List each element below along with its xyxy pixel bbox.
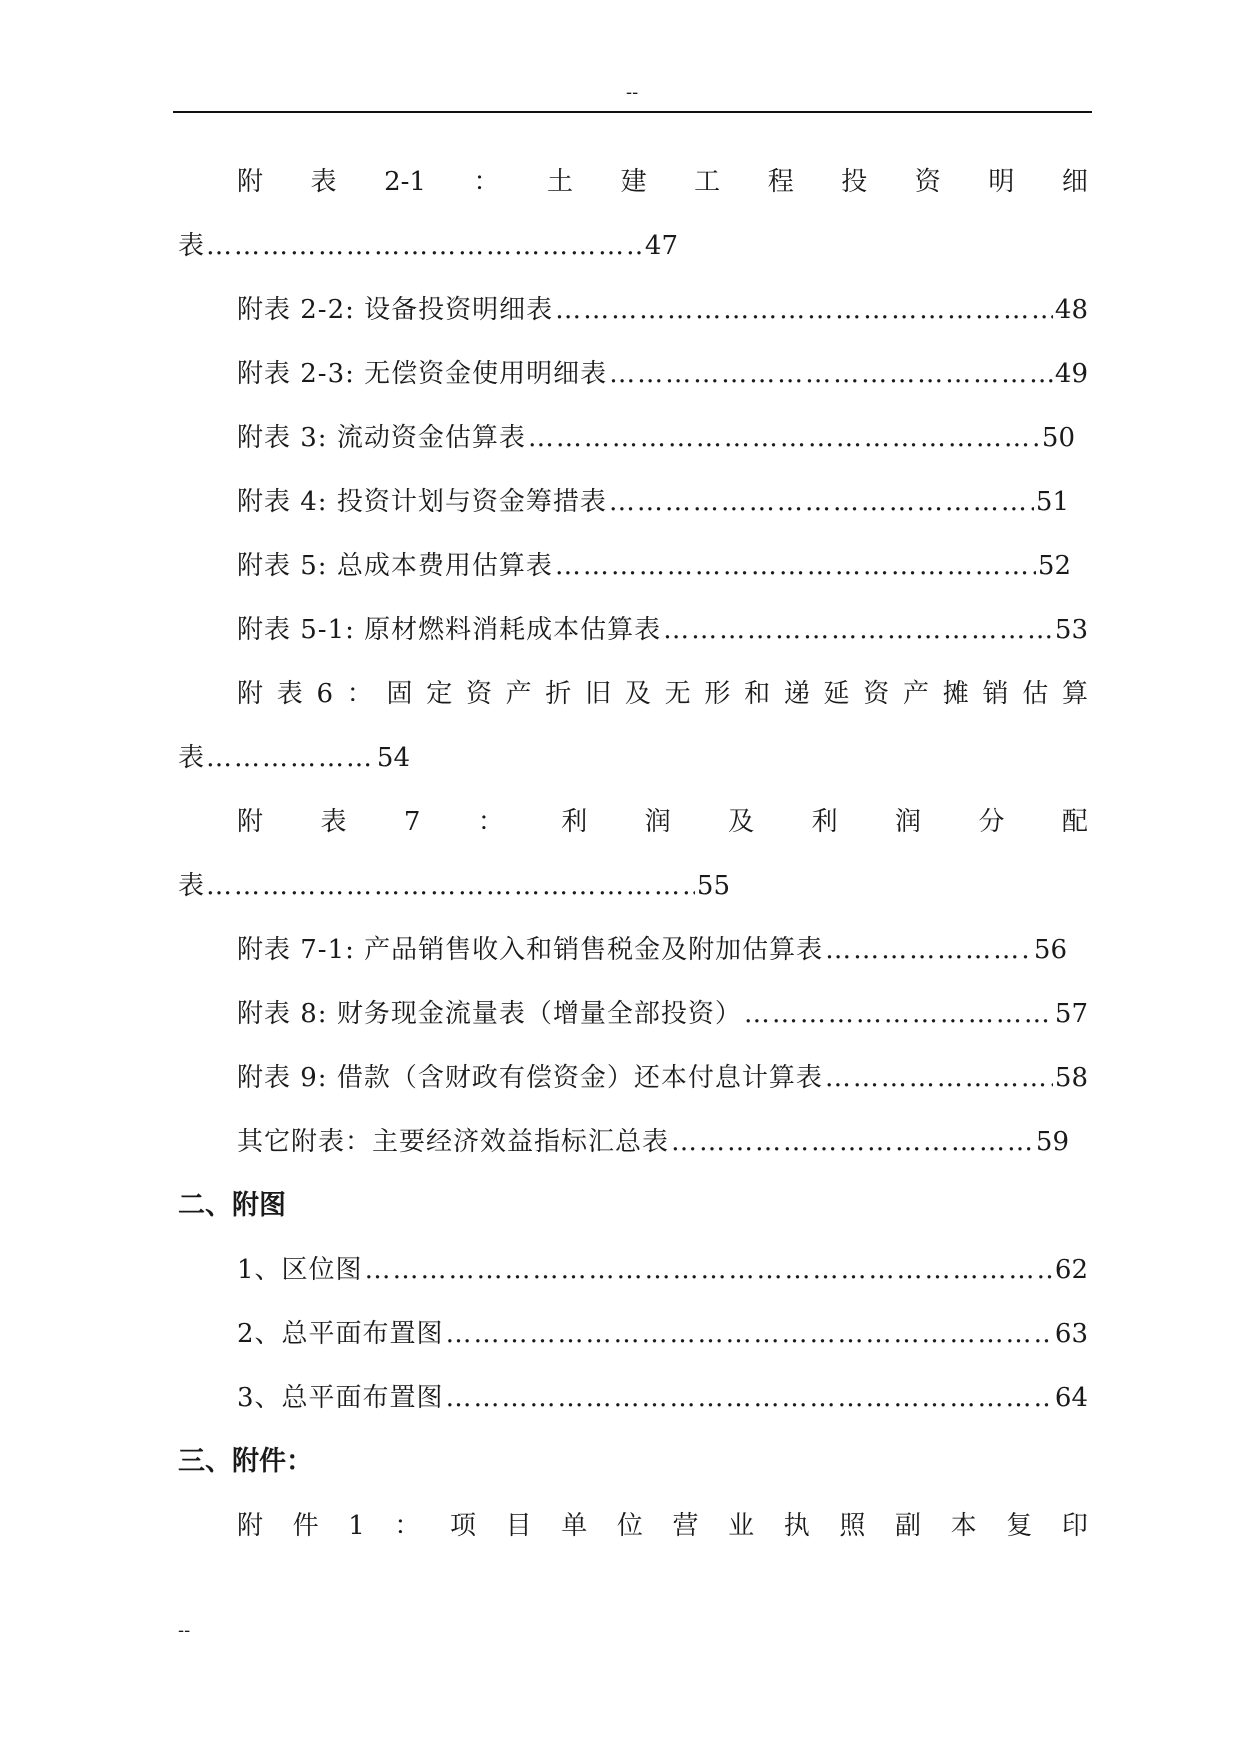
toc-page-number: 63 [1054,1319,1088,1349]
toc-page-number: 58 [1054,1063,1088,1093]
toc-page-number: 47 [644,231,678,261]
dot-leader [555,546,1036,586]
toc-attachment-1-line1 [237,1506,1088,1546]
dot-leader [663,610,1053,650]
toc-char: 算 [1061,679,1088,709]
toc-char: 附 [237,1511,264,1541]
toc-char: 递 [783,679,810,709]
toc-entry-label: 附表 5: 总成本费用估算表 [237,551,553,581]
toc-char: 表 [276,679,303,709]
toc-char: 明 [988,167,1015,197]
toc-entry-tail: 表 [178,231,205,261]
toc-char: 分 [978,807,1005,837]
dot-leader [744,994,1053,1034]
toc-entry-label: 3、总平面布置图 [237,1383,444,1413]
dot-leader [609,354,1053,394]
toc-entry-tail: 表 [178,743,205,773]
toc-char: 表 [310,167,337,197]
toc-char: 件 [292,1511,319,1541]
toc-page-number: 59 [1035,1127,1069,1157]
toc-char: 营 [672,1511,699,1541]
toc-char: 及 [728,807,755,837]
toc-entry-label: 其它附表：主要经济效益指标汇总表 [237,1127,670,1157]
toc-char: 形 [704,679,731,709]
toc-char: 执 [783,1511,810,1541]
toc-char: 旧 [585,679,612,709]
toc-figure-item [237,1314,1088,1354]
header-rule [173,111,1092,113]
toc-char: 印 [1061,1511,1088,1541]
toc-page-number: 54 [376,743,410,773]
toc-entry-5 [237,546,1071,586]
toc-char: 副 [895,1511,922,1541]
toc-page-number: 52 [1037,551,1071,581]
header-mark: -- [626,82,639,103]
dot-leader [206,866,695,906]
toc-char: 产 [903,679,930,709]
toc-char: 附 [237,167,264,197]
toc-page-number: 64 [1054,1383,1088,1413]
toc-char: 销 [982,679,1009,709]
toc-entry-7-1 [237,930,1067,970]
toc-char: 复 [1006,1511,1033,1541]
toc-entry-tail: 表 [178,871,205,901]
toc-page-number: 49 [1054,359,1088,389]
toc-char: 折 [545,679,572,709]
toc-char: 1 [348,1511,365,1541]
dot-leader [528,418,1040,458]
toc-figure-item [237,1250,1088,1290]
dot-leader [206,738,375,778]
toc-entry-6-line2 [178,738,410,778]
toc-entry-2-2 [237,290,1088,330]
toc-entry-7-line2 [178,866,730,906]
toc-char: 延 [823,679,850,709]
footer-mark: -- [178,1620,191,1641]
toc-char: 2-1 [384,167,426,197]
toc-char: ： [477,807,504,837]
toc-char: 利 [811,807,838,837]
toc-char: 产 [505,679,532,709]
toc-entry-7-line1 [237,802,1088,842]
toc-char: ： [346,679,373,709]
section-heading-attachments: 三、附件： [178,1446,313,1477]
toc-entry-8 [237,994,1088,1034]
toc-page-number: 53 [1054,615,1088,645]
toc-entry-4 [237,482,1069,522]
toc-char: 及 [624,679,651,709]
toc-entry-2-1-line1 [237,162,1088,202]
toc-char: 表 [320,807,347,837]
toc-page-number: 57 [1054,999,1088,1029]
dot-leader [609,482,1034,522]
toc-entry-other [237,1122,1069,1162]
toc-char: 资 [863,679,890,709]
toc-char: 位 [616,1511,643,1541]
dot-leader [555,290,1053,330]
dot-leader [365,1250,1053,1290]
section-heading-figures: 二、附图 [178,1190,286,1221]
toc-char: 土 [547,167,574,197]
toc-figure-item [237,1378,1088,1418]
toc-char: ： [473,167,500,197]
toc-entry-label: 附表 4: 投资计划与资金筹措表 [237,487,607,517]
toc-char: 资 [465,679,492,709]
toc-char: 本 [950,1511,977,1541]
toc-char: 资 [914,167,941,197]
toc-page-number: 50 [1041,423,1075,453]
dot-leader [825,930,1032,970]
toc-entry-3 [237,418,1075,458]
toc-char: 照 [839,1511,866,1541]
toc-entry-label: 1、区位图 [237,1255,363,1285]
dot-leader [206,226,643,266]
toc-char: 细 [1061,167,1088,197]
toc-char: 无 [664,679,691,709]
toc-page-number: 51 [1035,487,1069,517]
toc-char: 7 [403,807,421,837]
toc-char: 工 [694,167,721,197]
toc-char: 程 [767,167,794,197]
toc-char: 目 [505,1511,532,1541]
toc-char: ： [394,1511,421,1541]
toc-page-number: 56 [1033,935,1067,965]
toc-char: 利 [561,807,588,837]
toc-char: 定 [426,679,453,709]
toc-char: 附 [237,807,264,837]
toc-entry-9 [237,1058,1088,1098]
toc-char: 投 [841,167,868,197]
toc-char: 6 [316,679,334,709]
toc-page-number: 62 [1054,1255,1088,1285]
toc-entry-label: 附表 5-1: 原材燃料消耗成本估算表 [237,615,662,645]
toc-char: 单 [561,1511,588,1541]
toc-entry-6-line1 [237,674,1088,714]
toc-char: 润 [644,807,671,837]
toc-char: 固 [386,679,413,709]
toc-char: 润 [895,807,922,837]
toc-entry-2-3 [237,354,1088,394]
toc-entry-label: 附表 2-2: 设备投资明细表 [237,295,554,325]
dot-leader [446,1378,1053,1418]
toc-char: 业 [728,1511,755,1541]
toc-char: 估 [1022,679,1049,709]
toc-page-number: 48 [1054,295,1088,325]
toc-char: 建 [620,167,647,197]
dot-leader [446,1314,1053,1354]
toc-char: 摊 [942,679,969,709]
toc-entry-label: 附表 8: 财务现金流量表（增量全部投资） [237,999,742,1029]
toc-entry-label: 附表 7-1: 产品销售收入和销售税金及附加估算表 [237,935,824,965]
toc-page-number: 55 [696,871,730,901]
toc-entry-2-1-line2 [178,226,678,266]
toc-char: 附 [237,679,264,709]
toc-char: 项 [450,1511,477,1541]
dot-leader [671,1122,1034,1162]
toc-char: 配 [1061,807,1088,837]
dot-leader [825,1058,1053,1098]
toc-char: 和 [744,679,771,709]
toc-entry-label: 附表 2-3: 无偿资金使用明细表 [237,359,608,389]
toc-entry-label: 附表 3: 流动资金估算表 [237,423,526,453]
toc-entry-label: 2、总平面布置图 [237,1319,444,1349]
toc-entry-label: 附表 9: 借款（含财政有偿资金）还本付息计算表 [237,1063,823,1093]
toc-entry-5-1 [237,610,1088,650]
